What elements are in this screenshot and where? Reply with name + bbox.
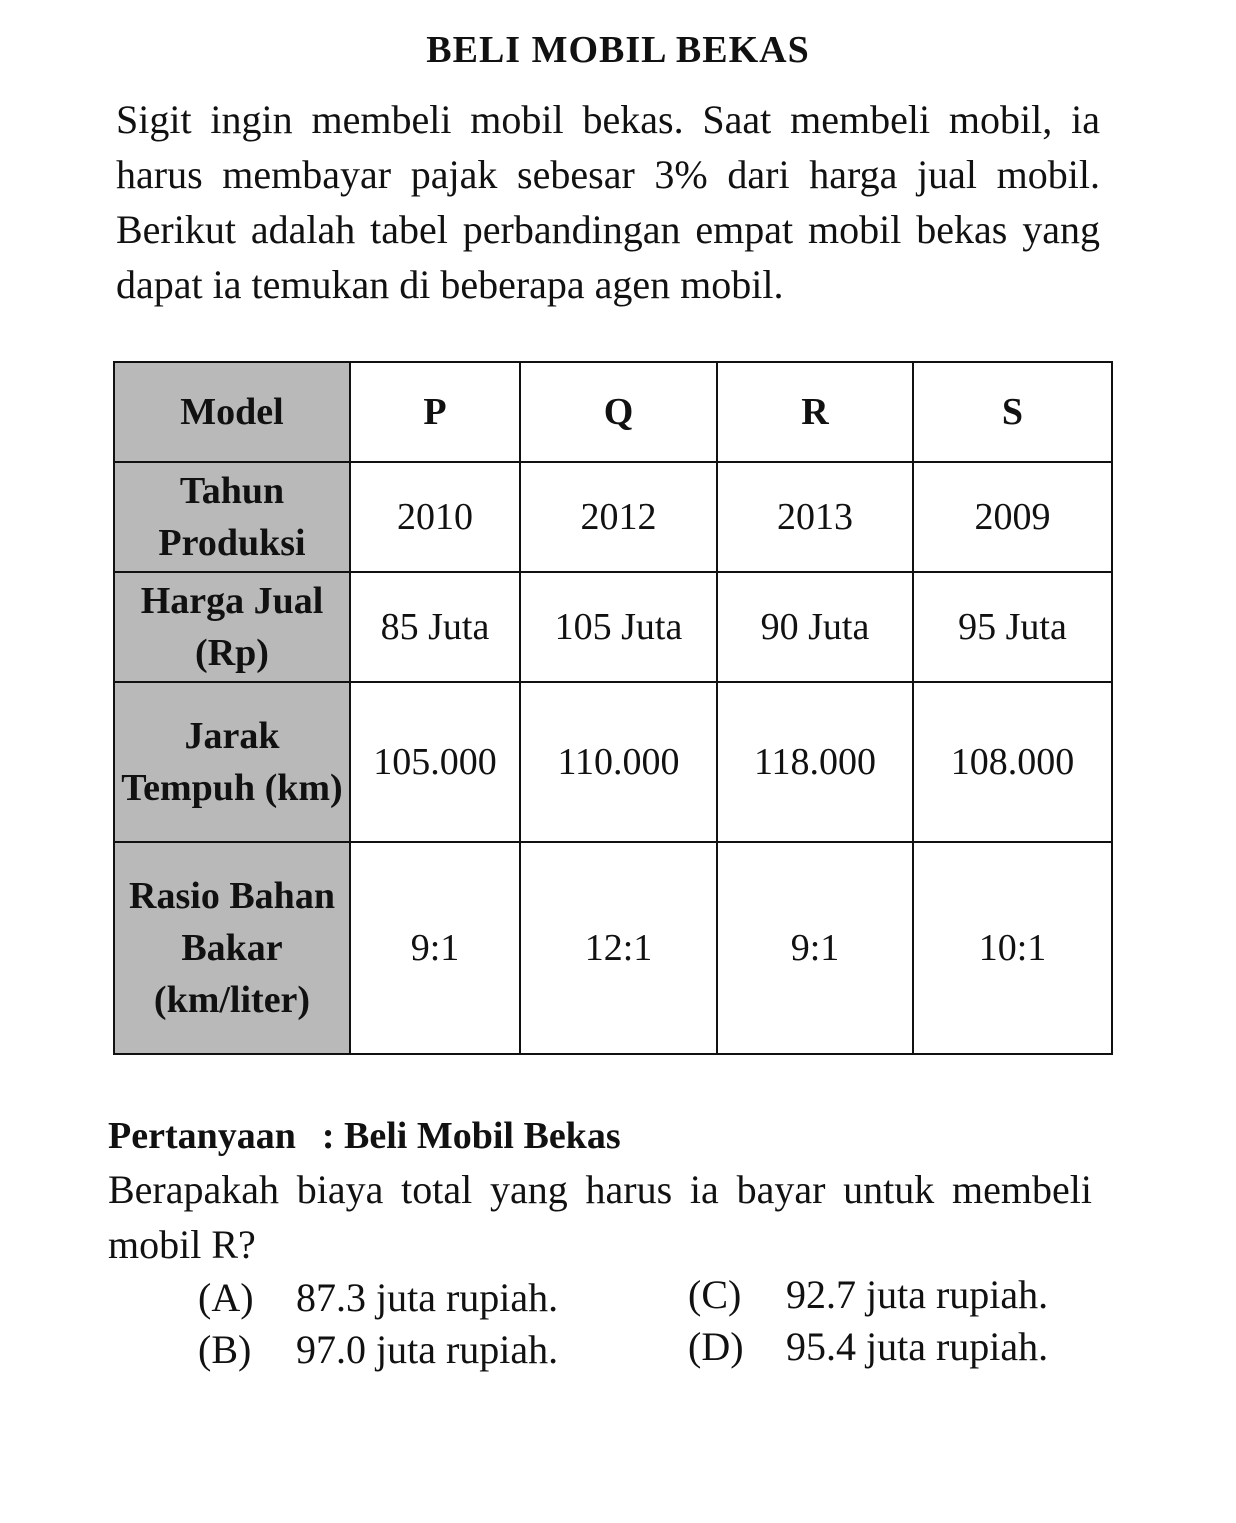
table-cell: 2010	[350, 462, 520, 572]
car-comparison-table	[113, 361, 1113, 1055]
model-r-header: R	[717, 362, 913, 462]
table-cell: 95 Juta	[913, 572, 1112, 682]
question-text: Berapakah biaya total yang harus ia bayar untuk membeli mobil R?	[108, 1167, 1092, 1267]
option-text: 97.0 juta rupiah.	[296, 1327, 559, 1372]
table-cell: 105.000	[350, 682, 520, 842]
option-a[interactable]	[198, 1273, 558, 1323]
table-cell: 90 Juta	[717, 572, 913, 682]
table-cell: 9:1	[717, 842, 913, 1054]
table-cell: 85 Juta	[350, 572, 520, 682]
option-letter: (B)	[198, 1327, 252, 1372]
table-cell: 108.000	[913, 682, 1112, 842]
table-cell: 2013	[717, 462, 913, 572]
table-cell: 2009	[913, 462, 1112, 572]
table-row	[114, 682, 1112, 842]
row-header-harga-jual: Harga Jual (Rp)	[114, 572, 350, 682]
option-b[interactable]	[198, 1325, 558, 1375]
question-heading	[108, 1114, 621, 1158]
table-row	[114, 572, 1112, 682]
model-s-header: S	[913, 362, 1112, 462]
row-header-rasio-bahan-bakar: Rasio Bahan Bakar (km/liter)	[114, 842, 350, 1054]
option-letter: (C)	[688, 1272, 742, 1317]
question-label: Pertanyaan	[108, 1115, 296, 1157]
table-cell: 10:1	[913, 842, 1112, 1054]
table-cell: 9:1	[350, 842, 520, 1054]
row-header-jarak-tempuh: Jarak Tempuh (km)	[114, 682, 350, 842]
table-row	[114, 462, 1112, 572]
model-p-header: P	[350, 362, 520, 462]
table-header-row	[114, 362, 1112, 462]
row-header-tahun-produksi: Tahun Produksi	[114, 462, 350, 572]
option-d[interactable]	[688, 1322, 1048, 1372]
table-cell: 105 Juta	[520, 572, 717, 682]
option-text: 95.4 juta rupiah.	[786, 1324, 1049, 1369]
page-title: BELI MOBIL BEKAS	[426, 29, 810, 71]
table-cell: 12:1	[520, 842, 717, 1054]
table-cell: 118.000	[717, 682, 913, 842]
row-header-model: Model	[114, 362, 350, 462]
model-q-header: Q	[520, 362, 717, 462]
table-row	[114, 842, 1112, 1054]
option-letter: (A)	[198, 1275, 254, 1320]
option-c[interactable]	[688, 1270, 1048, 1320]
table-cell: 110.000	[520, 682, 717, 842]
intro-paragraph: Sigit ingin membeli mobil bekas. Saat membeli mobil, ia harus membayar pajak sebesar 3% dari harga jual mobil. Berikut adalah tabel perbandingan empat mobil bekas yang dapat ia temukan di beberapa agen mobil.	[116, 97, 1100, 307]
option-letter: (D)	[688, 1324, 744, 1369]
table-cell: 2012	[520, 462, 717, 572]
option-text: 87.3 juta rupiah.	[296, 1275, 559, 1320]
option-text: 92.7 juta rupiah.	[786, 1272, 1049, 1317]
question-topic: : Beli Mobil Bekas	[321, 1115, 621, 1157]
